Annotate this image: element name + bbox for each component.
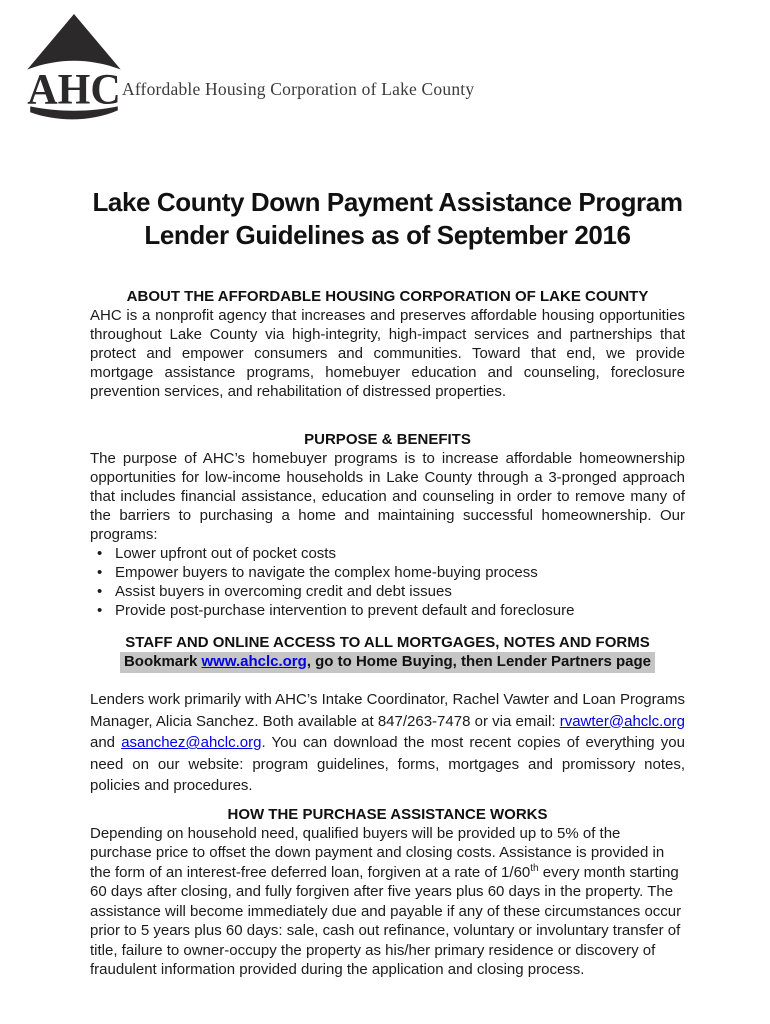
section-heading-how: HOW THE PURCHASE ASSISTANCE WORKS [227,805,548,823]
how-text-2: every month starting 60 days after closing, and fully forgiven after five years plus 60 days in the property. The assistance will become immediately due and payable if any of these circumstances occur prior to 5 years plus 60 days: sale, cash out refinance, voluntary or involuntary transfer of title, failure to owner-occupy the property as his/her primary residence or discovery of fraudulent information provided during the application and closing process. [90,863,682,978]
lenders-paragraph [90,689,685,797]
bookmark-suffix: , go to Home Buying, then Lender Partners page [306,653,652,670]
how-paragraph [90,824,685,980]
bullet-icon: • [97,564,103,581]
logo-tagline: Affordable Housing Corporation of Lake County [122,79,475,99]
email-link-rvawter[interactable]: rvawter@ahclc.org [559,712,685,730]
lenders-text-1: Lenders work primarily with AHC’s Intake Coordinator, Rachel Vawter and Loan Programs Manager, Alicia Sanchez. Both available at 847/263-7478 or via email: [90,691,685,730]
how-text-1: Depending on household need, qualified buyers will be provided up to 5% of the purchase price to offset the down payment and closing costs. Assistance is provided in the form of an interest-free deferred loan, forgiven at a rate of 1/60 [90,824,665,881]
bullet-item [90,601,685,620]
bullet-item-text: Assist buyers in overcoming credit and debt issues [115,583,452,600]
bullet-item-text: Lower upfront out of pocket costs [115,545,336,562]
logo-acronym: AHC [27,65,121,114]
bookmark-highlight [120,652,655,673]
ordinal-superscript: th [530,862,539,874]
about-paragraph: AHC is a nonprofit agency that increases and preserves affordable housing opportunities throughout Lake County via high-integrity, high-impact services and partnerships that protect and empower consumers and communities. Toward that end, we provide mortgage assistance programs, homebuyer education and counseling, foreclosure prevention services, and rehabilitation of distressed properties. [90,307,685,400]
bookmark-prefix: Bookmark [123,653,202,670]
purpose-paragraph: The purpose of AHC’s homebuyer programs is to increase affordable homeownership opportunities for low-income households in Lake County through a 3-pronged approach that includes financial assistance, education and counseling in order to remove many of the barriers to purchasing a home and maintaining successful homeownership. Our programs: [90,450,685,543]
bullet-item [90,582,685,601]
lenders-text-2: and [90,734,122,751]
section-heading-purpose: PURPOSE & BENEFITS [304,431,471,448]
website-link[interactable]: www.ahclc.org [201,653,307,670]
bullet-item [90,544,685,563]
lenders-text-3: . You can download the most recent copies of everything you need on our website: program guidelines, forms, mortgages and promissory notes, policies and procedures. [90,734,685,794]
bullet-item-text: Empower buyers to navigate the complex home-buying process [115,564,538,581]
program-bullet-list [90,544,685,620]
bullet-icon: • [97,583,103,600]
document-title-line2: Lender Guidelines as of September 2016 [144,220,631,250]
email-link-asanchez[interactable]: asanchez@ahclc.org [121,734,262,751]
document-title [90,186,685,252]
bullet-icon: • [97,545,103,562]
bullet-item [90,563,685,582]
bullet-item-text: Provide post-purchase intervention to prevent default and foreclosure [115,602,575,619]
bookmark-highlight-row [90,652,685,673]
bullet-icon: • [97,602,103,619]
section-heading-staff: STAFF AND ONLINE ACCESS TO ALL MORTGAGES, NOTES AND FORMS [125,634,650,651]
document-title-line1: Lake County Down Payment Assistance Program [92,187,683,217]
section-heading-about: ABOUT THE AFFORDABLE HOUSING CORPORATION OF LAKE COUNTY [126,288,649,305]
document-content [90,0,685,980]
